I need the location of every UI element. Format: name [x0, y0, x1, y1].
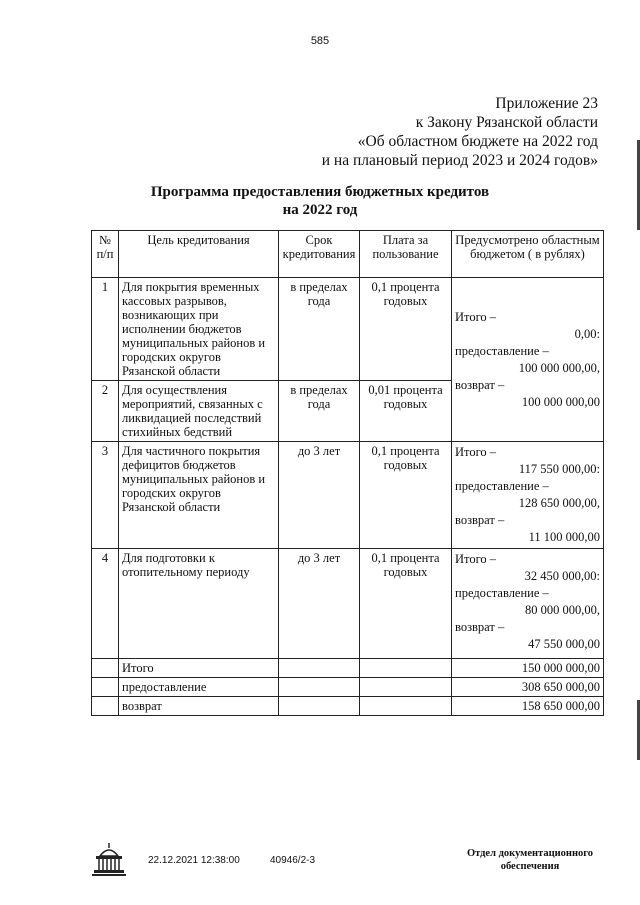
- footer-doc-number: 40946/2-3: [270, 855, 316, 866]
- header-num: № п/п: [92, 231, 119, 278]
- summary-provision-value: 308 650 000,00: [452, 678, 604, 697]
- duma-building-logo: [90, 840, 128, 878]
- row-4-return-label: возврат –: [455, 620, 505, 634]
- header-term: Срок кредитования: [279, 231, 360, 278]
- row-3-term: до 3 лет: [279, 442, 360, 549]
- rows-1-2-provision-value: 100 000 000,00,: [518, 360, 600, 375]
- summary-total-row: [92, 659, 604, 678]
- rows-1-2-return-value: 100 000 000,00: [521, 394, 600, 409]
- row-4-return-value: 47 550 000,00: [528, 637, 600, 651]
- row-2-num: 2: [92, 381, 119, 442]
- rows-1-2-total-label: Итого –: [455, 309, 497, 324]
- row-4-provision-value: 80 000 000,00,: [525, 603, 600, 617]
- rows-1-2-return-label: возврат –: [455, 377, 505, 392]
- table-row: [92, 278, 604, 381]
- table-row: [92, 549, 604, 659]
- row-4-total-value: 32 450 000,00:: [524, 569, 600, 583]
- rows-1-2-budget: [452, 278, 604, 442]
- row-4-budget: [452, 549, 604, 659]
- row-3-budget: [452, 442, 604, 549]
- row-4-term: до 3 лет: [279, 549, 360, 659]
- row-4-fee: 0,1 процента годовых: [360, 549, 452, 659]
- appendix-line-3: «Об областном бюджете на 2022 год: [357, 133, 598, 150]
- title-line-1: Программа предоставления бюджетных кредитов: [150, 184, 490, 200]
- appendix-line-4: и на плановый период 2023 и 2024 годов»: [321, 152, 598, 169]
- row-1-term: в пределах года: [279, 278, 360, 381]
- summary-return-label: возврат: [119, 697, 279, 716]
- summary-total-value: 150 000 000,00: [452, 659, 604, 678]
- row-3-total-label: Итого –: [455, 445, 497, 459]
- row-2-term: в пределах года: [279, 381, 360, 442]
- row-2-purpose: Для осуществления мероприятий, связанных с ликвидацией последствий стихийных бедствий: [119, 381, 279, 442]
- appendix-header: [322, 94, 598, 170]
- row-3-total-value: 117 550 000,00:: [518, 462, 600, 476]
- row-3-return-value: 11 100 000,00: [528, 530, 600, 544]
- header-fee: Плата за пользование: [360, 231, 452, 278]
- credit-program-table: [91, 230, 604, 716]
- header-budget: Предусмотрено областным бюджетом ( в рублях): [452, 231, 604, 278]
- row-4-provision-label: предоставление –: [455, 586, 549, 600]
- page-number: 585: [310, 35, 330, 47]
- row-3-provision-value: 128 650 000,00,: [518, 496, 600, 510]
- row-3-purpose: Для частичного покрытия дефицитов бюджетов муниципальных районов и городских округов Рязанской области: [119, 442, 279, 549]
- row-4-num: 4: [92, 549, 119, 659]
- summary-provision-row: [92, 678, 604, 697]
- footer-datetime: 22.12.2021 12:38:00: [148, 855, 240, 866]
- header-purpose: Цель кредитования: [119, 231, 279, 278]
- title-line-2: на 2022 год: [282, 202, 358, 218]
- appendix-line-1: Приложение 23: [495, 95, 598, 112]
- summary-return-value: 158 650 000,00: [452, 697, 604, 716]
- appendix-line-2: к Закону Рязанской области: [415, 114, 598, 131]
- row-3-provision-label: предоставление –: [455, 479, 549, 493]
- table-header-row: [92, 231, 604, 278]
- row-1-fee: 0,1 процента годовых: [360, 278, 452, 381]
- summary-provision-label: предоставление: [119, 678, 279, 697]
- row-4-purpose: Для подготовки к отопительному периоду: [119, 549, 279, 659]
- rows-1-2-total-value: 0,00:: [574, 326, 600, 341]
- row-2-fee: 0,01 процента годовых: [360, 381, 452, 442]
- row-3-return-label: возврат –: [455, 513, 505, 527]
- table-row: [92, 442, 604, 549]
- footer-department: Отдел документационного обеспечения: [466, 848, 594, 872]
- row-1-purpose: Для покрытия временных кассовых разрывов, возникающих при исполнении бюджетов муниципальных районов и городских округов Рязанской области: [119, 278, 279, 381]
- row-3-num: 3: [92, 442, 119, 549]
- row-1-num: 1: [92, 278, 119, 381]
- rows-1-2-provision-label: предоставление –: [455, 343, 549, 358]
- summary-total-label: Итого: [119, 659, 279, 678]
- row-3-fee: 0,1 процента годовых: [360, 442, 452, 549]
- document-title: [120, 183, 520, 219]
- row-4-total-label: Итого –: [455, 552, 497, 566]
- summary-return-row: [92, 697, 604, 716]
